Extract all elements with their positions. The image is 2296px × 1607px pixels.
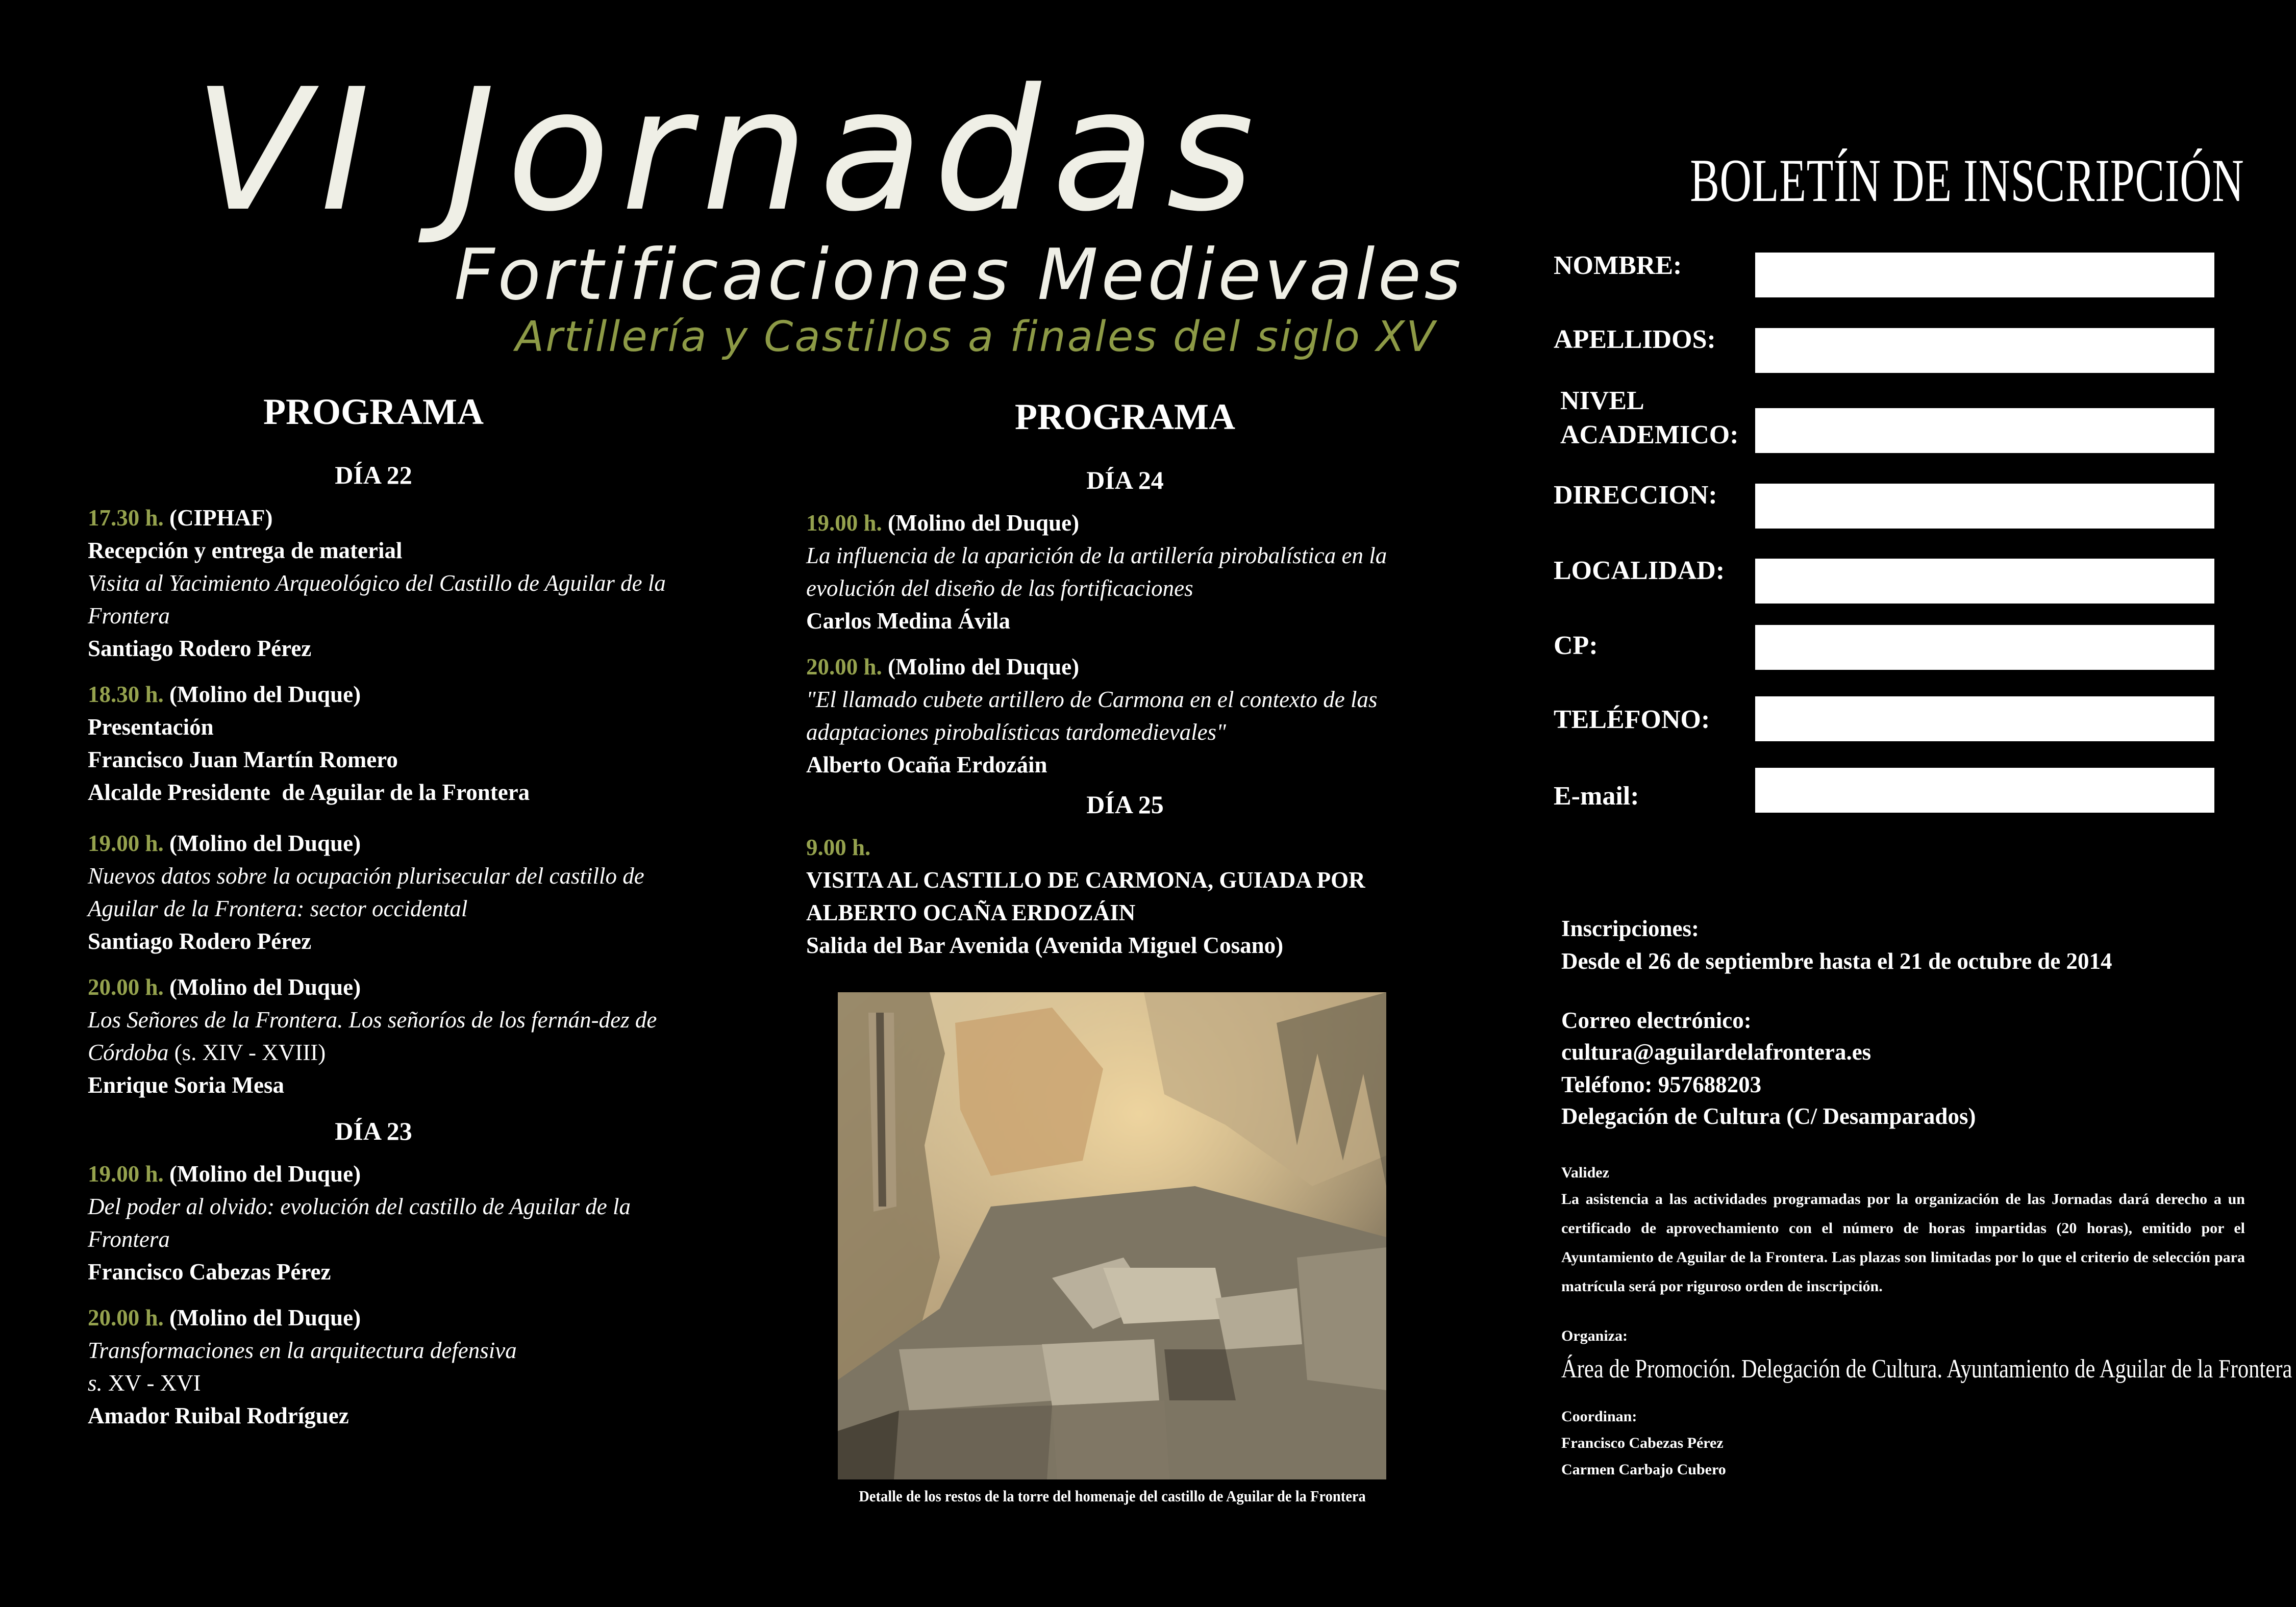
event-title: VI Jornadas xyxy=(194,53,1265,248)
day-23-heading: DÍA 23 xyxy=(335,1117,412,1145)
organiza-label: Organiza: xyxy=(1561,1327,1628,1344)
program-heading: PROGRAMA xyxy=(263,391,484,432)
email-field[interactable] xyxy=(1755,768,2214,813)
program-entry xyxy=(88,827,700,958)
program-entry xyxy=(806,831,1469,962)
program-entry xyxy=(88,678,700,809)
program-entry xyxy=(88,1301,700,1432)
program-middle-column xyxy=(806,396,1469,975)
entry-speaker: Santiago Rodero Pérez xyxy=(88,636,312,661)
nombre-field[interactable] xyxy=(1755,253,2214,297)
entry-time: 20.00 h. xyxy=(88,974,164,1000)
entry-century-prefix: s. xyxy=(88,1370,103,1396)
entry-speaker: Enrique Soria Mesa xyxy=(88,1072,285,1098)
entry-meeting-point: Salida del Bar Avenida (Avenida Miguel Cosano) xyxy=(806,933,1284,958)
entry-place: (Molino del Duque) xyxy=(163,1305,361,1330)
event-subtitle: Fortificaciones Medievales xyxy=(454,234,1464,316)
entry-speaker-role: Alcalde Presidente de Aguilar de la Frontera xyxy=(88,780,530,805)
day-22-heading: DÍA 22 xyxy=(335,461,412,489)
cp-field[interactable] xyxy=(1755,625,2214,670)
entry-speaker: Francisco Cabezas Pérez xyxy=(88,1259,331,1285)
entry-place: (Molino del Duque) xyxy=(163,974,361,1000)
event-theme: Artillería y Castillos a finales del siglo XV xyxy=(515,313,1437,361)
entry-description: Del poder al olvido: evolución del castillo de Aguilar de la Frontera xyxy=(88,1194,631,1252)
validez-text: La asistencia a las actividades programadas por la organización de las Jornadas dará derecho a un certificado de aprovechamiento con el número de horas impartidas (20 horas), emitido por el Ayuntamiento de Aguilar de la Frontera. Las plazas son limitadas por lo que el criterio de selección para matrícula será por riguroso orden de inscripción. xyxy=(1561,1191,2245,1295)
program-entry xyxy=(806,507,1469,637)
entry-place: (Molino del Duque) xyxy=(882,654,1080,680)
direccion-field[interactable] xyxy=(1755,484,2214,529)
program-entry xyxy=(88,1158,700,1288)
validez-label: Validez xyxy=(1561,1164,1609,1181)
coordinador-2: Carmen Carbajo Cubero xyxy=(1561,1461,1726,1478)
coordinador-1: Francisco Cabezas Pérez xyxy=(1561,1435,1724,1451)
castle-ruins-photo xyxy=(838,992,1386,1479)
program-left-column xyxy=(88,391,700,1445)
entry-place: (Molino del Duque) xyxy=(882,510,1080,536)
entry-description: "El llamado cubete artillero de Carmona en el contexto de las adaptaciones pirobalísticas tardomedievales" xyxy=(806,687,1378,745)
inscripciones-dates: Desde el 26 de septiembre hasta el 21 de octubre de 2014 xyxy=(1561,948,2112,974)
direccion-label: DIRECCION: xyxy=(1554,481,1717,510)
registration-form-title: BOLETÍN DE INSCRIPCIÓN xyxy=(1690,146,2244,214)
entry-time: 19.00 h. xyxy=(88,831,164,856)
entry-period: XV - XVI xyxy=(102,1370,201,1396)
entry-description: Transformaciones en la arquitectura defensiva xyxy=(88,1338,517,1363)
entry-place: (CIPHAF) xyxy=(163,505,273,531)
contact-phone: Teléfono: 957688203 xyxy=(1561,1072,1762,1097)
entry-place: (Molino del Duque) xyxy=(163,682,361,707)
nivel-label-line1: NIVEL xyxy=(1560,386,1644,415)
entry-place: (Molino del Duque) xyxy=(163,1161,361,1187)
program-entry xyxy=(88,971,700,1101)
apellidos-label: APELLIDOS: xyxy=(1554,325,1716,354)
email-label: E-mail: xyxy=(1554,782,1639,811)
organiza-text: Área de Promoción. Delegación de Cultura. Ayuntamiento de Aguilar de la Frontera xyxy=(1561,1354,2292,1384)
entry-period: (s. XIV - XVIII) xyxy=(168,1040,326,1065)
entry-description: Visita al Yacimiento Arqueológico del Castillo de Aguilar de la Frontera xyxy=(88,570,666,629)
inscripciones-label: Inscripciones: xyxy=(1561,916,1699,941)
entry-description: La influencia de la aparición de la artillería pirobalística en la evolución del diseño de las fortificaciones xyxy=(806,543,1387,601)
entry-place: (Molino del Duque) xyxy=(163,831,361,856)
localidad-field[interactable] xyxy=(1755,559,2214,604)
program-heading: PROGRAMA xyxy=(1015,396,1235,437)
photo-caption: Detalle de los restos de la torre del homenaje del castillo de Aguilar de la Frontera xyxy=(859,1487,1366,1505)
entry-speaker: Alberto Ocaña Erdozáin xyxy=(806,752,1047,777)
entry-title: Presentación xyxy=(88,714,214,740)
entry-description: Los Señores de la Frontera. Los señoríos de los fernán-dez de Córdoba xyxy=(88,1007,657,1065)
nivel-academico-field[interactable] xyxy=(1755,408,2214,453)
telefono-label: TELÉFONO: xyxy=(1554,705,1710,734)
entry-time: 19.00 h. xyxy=(806,510,882,536)
nivel-label-line2: ACADEMICO: xyxy=(1560,420,1739,449)
entry-speaker: Carlos Medina Ávila xyxy=(806,608,1010,634)
entry-time: 20.00 h. xyxy=(806,654,882,680)
entry-title: Recepción y entrega de material xyxy=(88,538,403,563)
day-25-heading: DÍA 25 xyxy=(1086,790,1164,819)
entry-time: 20.00 h. xyxy=(88,1305,164,1330)
entry-speaker: Francisco Juan Martín Romero xyxy=(88,747,398,772)
day-24-heading: DÍA 24 xyxy=(1086,466,1164,494)
program-entry xyxy=(806,650,1469,781)
entry-speaker: Santiago Rodero Pérez xyxy=(88,928,312,954)
entry-speaker: Amador Ruibal Rodríguez xyxy=(88,1403,349,1428)
contact-email[interactable]: cultura@aguilardelafrontera.es xyxy=(1561,1039,1871,1065)
entry-time: 18.30 h. xyxy=(88,682,164,707)
entry-title: VISITA AL CASTILLO DE CARMONA, GUIADA POR ALBERTO OCAÑA ERDOZÁIN xyxy=(806,867,1365,925)
coordinan-label: Coordinan: xyxy=(1561,1408,1637,1425)
cp-label: CP: xyxy=(1554,631,1598,660)
telefono-field[interactable] xyxy=(1755,696,2214,741)
nombre-label: NOMBRE: xyxy=(1554,251,1682,280)
castle-ruins-image xyxy=(838,992,1386,1479)
correo-label: Correo electrónico: xyxy=(1561,1008,1752,1033)
localidad-label: LOCALIDAD: xyxy=(1554,556,1725,585)
entry-description: Nuevos datos sobre la ocupación plurisecular del castillo de Aguilar de la Frontera: sector occidental xyxy=(88,863,644,921)
entry-time: 17.30 h. xyxy=(88,505,164,531)
apellidos-field[interactable] xyxy=(1755,328,2214,373)
delegacion-address: Delegación de Cultura (C/ Desamparados) xyxy=(1561,1103,1976,1129)
entry-time: 9.00 h. xyxy=(806,835,871,860)
entry-time: 19.00 h. xyxy=(88,1161,164,1187)
program-entry xyxy=(88,501,700,665)
